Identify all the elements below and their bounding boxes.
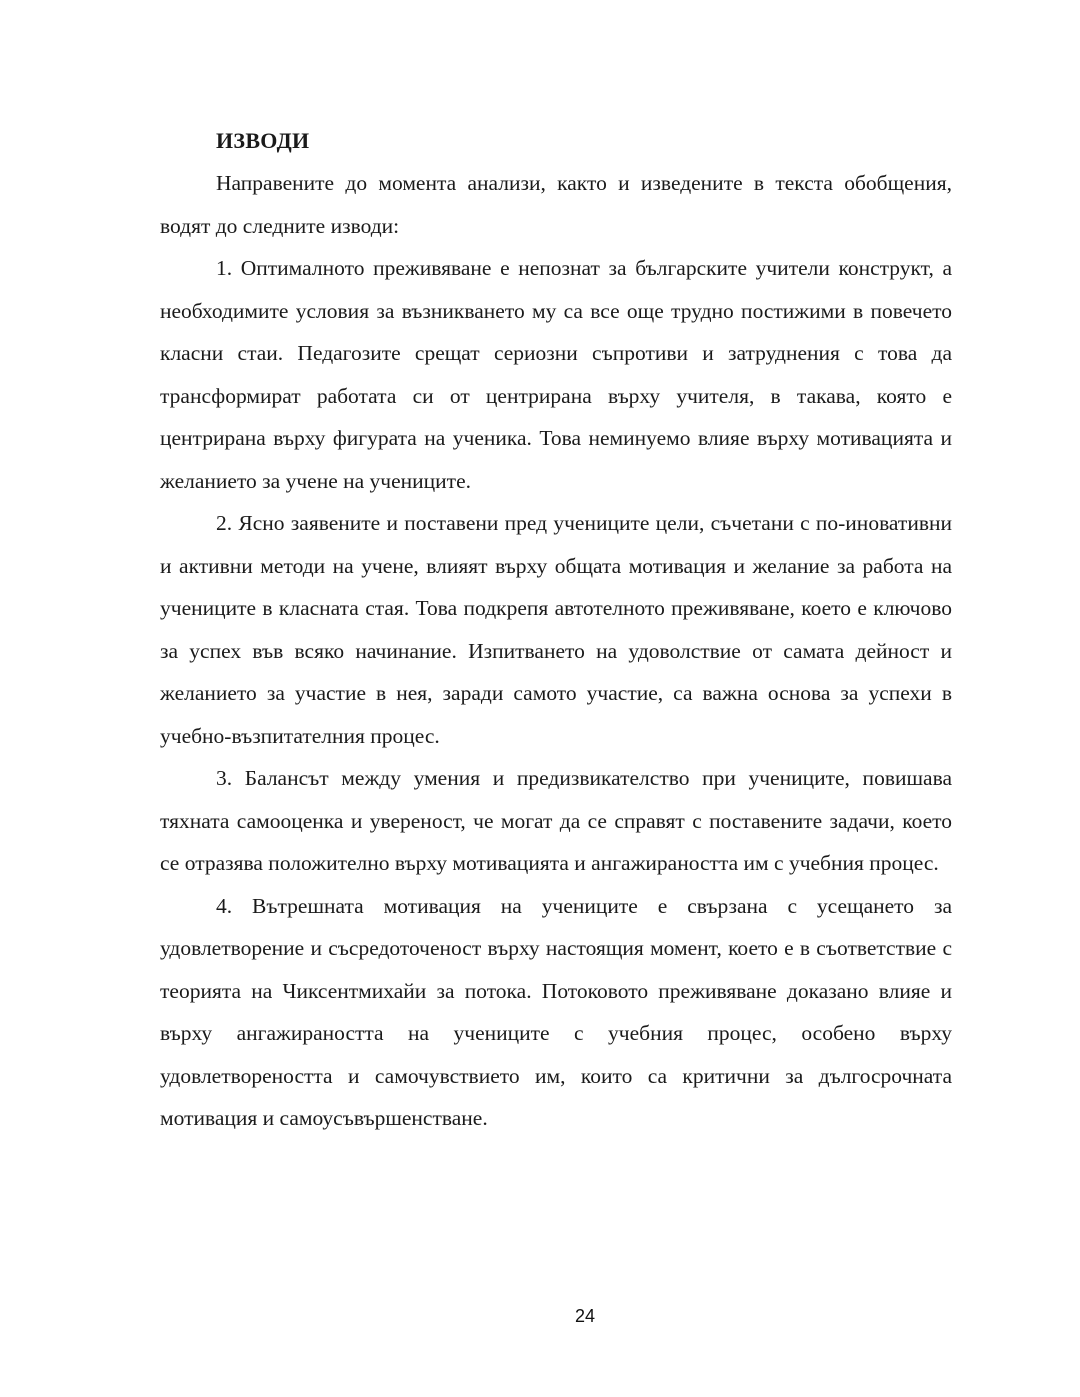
section-heading: ИЗВОДИ [216,128,310,153]
conclusion-paragraph-4: 4. Вътрешната мотивация на учениците е свързана с усещането за удовлетворение и съсредоточеност върху настоящия момент, което е в съответствие с теорията на Чиксентмихайи за потока. Потоковото преживяване доказано влияе и върху ангажираността на учениците с учебния процес, особено върху удовлетвореността и самочувствието им, които са критични за дългосрочната мотивация и самоусъвършенстване. [160,893,952,1130]
document-page [160,120,952,1140]
page-number: 24 [574,1306,596,1326]
conclusion-paragraph-1: 1. Оптималното преживяване е непознат за българските учители конструкт, а необходимите условия за възникването му са все още трудно постижими в повечето класни стаи. Педагозите срещат сериозни съпротиви и затруднения с това да трансформират работата си от центрирана върху учителя, в такава, която е центрирана върху фигурата на ученика. Това неминуемо влияе върху мотивацията и желанието за учене на учениците. [160,256,952,493]
conclusion-paragraph-3: 3. Балансът между умения и предизвикателство при учениците, повишава тяхната самооценка и увереност, че могат да се справят с поставените задачи, което се отразява положително върху мотивацията и ангажираността им с учебния процес. [160,766,952,875]
conclusion-paragraph-2: 2. Ясно заявените и поставени пред учениците цели, съчетани с по-иновативни и активни методи на учене, влияят върху общата мотивация и желание за работа на учениците в класната стая. Това подкрепя автотелното преживяване, което е ключово за успех във всяко начинание. Изпитването на удоволствие от самата дейност и желанието за участие в нея, заради самото участие, са важна основа за успехи в учебно-възпитателния процес. [160,511,952,748]
intro-paragraph: Направените до момента анализи, както и изведените в текста обобщения, водят до следните изводи: [160,171,952,238]
